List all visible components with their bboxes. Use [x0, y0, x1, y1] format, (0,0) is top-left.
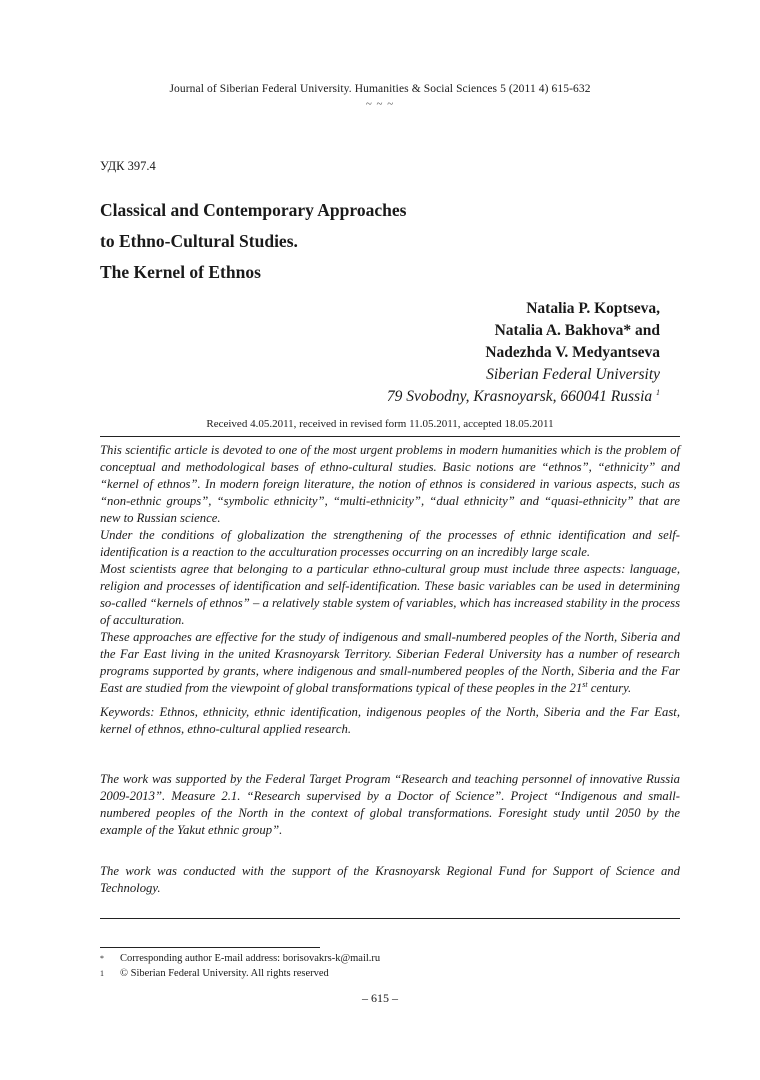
author-1: Natalia P. Koptseva,	[526, 300, 660, 317]
abstract-paragraph-3: Most scientists agree that belonging to a particular ethno-cultural group must include three aspects: language, religion and processes of identification and self-identification. These basic variables can be used in determining so-called “kernels of ethnos” – a relatively stable system of variables, which has increased stability in the process of acculturation.	[100, 562, 681, 627]
keywords: Keywords: Ethnos, ethnicity, ethnic identification, indigenous peoples of the North, Siberia and the Far East, kernel of ethnos, ethno-cultural applied research.	[100, 705, 680, 736]
footnote-1	[100, 951, 380, 966]
abstract-paragraph-2: Under the conditions of globalization the strengthening of the processes of ethnic identification and self-identification is a reaction to the acculturation processes occurring on an incredibly large scale.	[100, 528, 680, 559]
footnotes	[100, 951, 380, 981]
funding-note-2: The work was conducted with the support of the Krasnoyarsk Regional Fund for Support of Science and Technology.	[100, 864, 680, 895]
address-footnote-mark: 1	[656, 387, 660, 397]
received-dates: Received 4.05.2011, received in revised form 11.05.2011, accepted 18.05.2011	[206, 418, 554, 430]
abstract-paragraph-1: This scientific article is devoted to one of the most urgent problems in modern humanities which is the problem of conceptual and methodological bases of ethno-cultural studies. Basic notions are “ethnos”, “ethnicity” and “kernel of ethnos”. In modern foreign literature, the notion of ethnos is considered in various aspects, such as “non-ethnic groups”, “symbolic ethnicity”, “multi-ethnicity”, “dual ethnicity” and “quasi-ethnicity” that are new to Russian science.	[100, 443, 680, 525]
author-2: Natalia A. Bakhova* and	[494, 322, 660, 339]
footnote-2-mark: 1	[100, 969, 104, 978]
footnote-2-text: © Siberian Federal University. All rights reserved	[120, 968, 329, 979]
abstract-p4-end: century.	[587, 681, 632, 695]
header-separator: ~ ~ ~	[365, 98, 395, 110]
journal-header: Journal of Siberian Federal University. Humanities & Social Sciences 5 (2011 4) 615-632	[169, 83, 591, 95]
address	[387, 386, 660, 408]
abstract	[100, 442, 680, 897]
affiliation: Siberian Federal University	[486, 366, 660, 383]
abstract-paragraph-4	[100, 629, 680, 697]
authors-block	[387, 298, 660, 408]
footnote-rule	[100, 947, 320, 948]
funding-note-1: The work was supported by the Federal Target Program “Research and teaching personnel of innovative Russia 2009-2013”. Measure 2.1. “Research supervised by a Doctor of Science”. Project “Indigenous and small-numbered peoples of the North in the context of global transformations. Foresight study until 2050 by the example of the Yakut ethnic group”.	[100, 772, 680, 837]
article-title	[100, 195, 660, 288]
abstract-top-rule	[100, 436, 680, 437]
title-line-3: The Kernel of Ethnos	[100, 262, 261, 282]
address-text: 79 Svobodny, Krasnoyarsk, 660041 Russia	[386, 388, 653, 405]
page-number: – 615 –	[362, 991, 398, 1005]
abstract-bottom-rule	[100, 918, 680, 919]
footnote-2	[100, 966, 380, 981]
footnote-1-text: Corresponding author E-mail address: borisovakrs-k@mail.ru	[120, 953, 381, 964]
title-line-1: Classical and Contemporary Approaches	[100, 200, 407, 220]
abstract-p4-sup: st	[582, 679, 588, 689]
abstract-p4-text: These approaches are effective for the study of indigenous and small-numbered peoples of the North, Siberia and the Far East living in the united Krasnoyarsk Territory. Siberian Federal University has a number of research programs supported by grants, where indigenous and small-numbered peoples of the North, Siberia and the Far East are studied from the viewpoint of global transformations typical of these peoples in the 21	[100, 630, 680, 695]
footnote-1-mark: *	[100, 954, 104, 963]
udk-code: УДК 397.4	[100, 159, 156, 173]
author-3: Nadezhda V. Medyantseva	[485, 344, 660, 361]
title-line-2: to Ethno-Cultural Studies.	[100, 231, 298, 251]
